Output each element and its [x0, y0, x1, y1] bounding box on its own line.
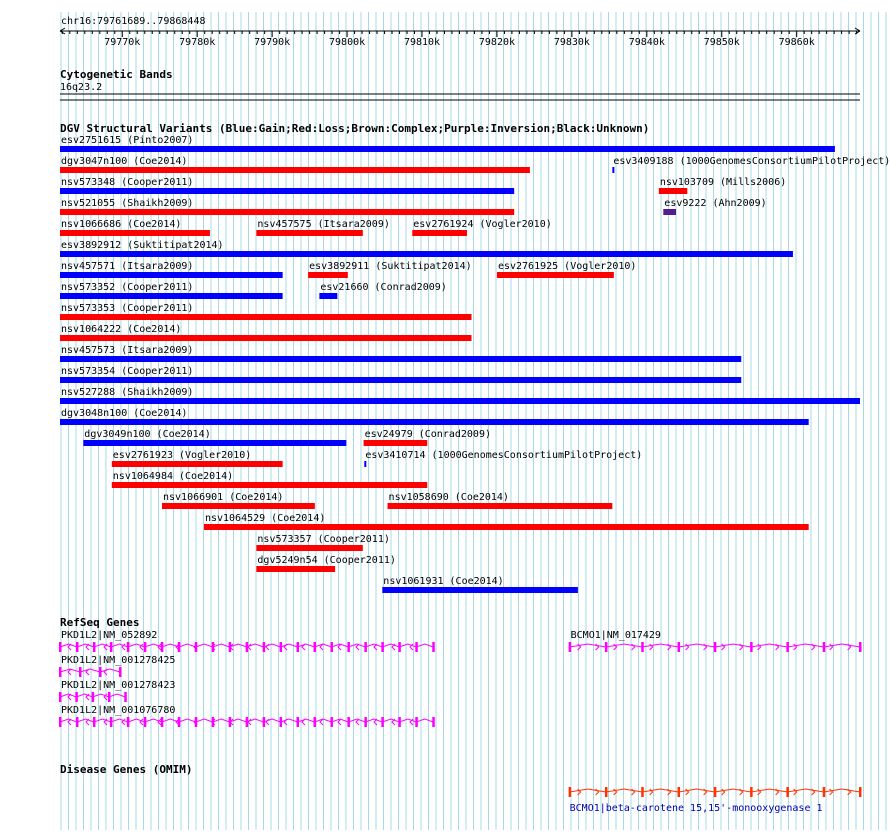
gene-exon — [859, 642, 862, 652]
variant-label: esv3892912 (Suktitipat2014) — [61, 240, 224, 251]
variant-bar[interactable] — [60, 188, 514, 194]
gene-exon — [195, 642, 198, 652]
variant-bar[interactable] — [364, 440, 428, 446]
variant-bar[interactable] — [364, 461, 366, 467]
strand-arrow — [776, 644, 779, 650]
gene-exon — [297, 717, 300, 727]
gene-exon — [823, 787, 826, 797]
variant-bar[interactable] — [412, 230, 467, 236]
strand-arrow — [722, 644, 725, 650]
variant-label: nsv457571 (Itsara2009) — [61, 261, 194, 272]
ruler-tick-label: 79770k — [104, 37, 141, 48]
gene-label: PKD1L2|NM_001076780 — [61, 705, 176, 716]
variant-bar[interactable] — [60, 356, 741, 362]
variant-bar[interactable] — [204, 524, 809, 530]
variant-label: nsv573348 (Cooper2011) — [61, 177, 194, 188]
gene-exon — [415, 642, 418, 652]
variant-label: nsv457575 (Itsara2009) — [257, 219, 390, 230]
variant-label: nsv1061931 (Coe2014) — [383, 576, 504, 587]
gene-exon — [750, 787, 753, 797]
variant-label: dgv5249n54 (Cooper2011) — [257, 555, 396, 566]
gene-exon — [330, 642, 333, 652]
gene-exon — [76, 717, 79, 727]
gene-exon — [364, 717, 367, 727]
gene-exon — [432, 717, 435, 727]
gene-exon — [750, 642, 753, 652]
gene-model[interactable] — [59, 642, 435, 652]
gene-exon — [280, 717, 283, 727]
variant-label: esv3410714 (1000GenomesConsortiumPilotProject) — [365, 450, 643, 461]
strand-arrow — [830, 644, 833, 650]
strand-arrow — [812, 789, 815, 795]
strand-arrow — [812, 644, 815, 650]
gene-exon — [108, 692, 111, 702]
variant-bar[interactable] — [319, 293, 337, 299]
gene-exon — [605, 787, 608, 797]
gene-exon — [823, 642, 826, 652]
variant-label: nsv521055 (Shaikh2009) — [61, 198, 194, 209]
gene-exon — [93, 642, 96, 652]
gene-exon — [127, 717, 130, 727]
gene-exon — [93, 717, 96, 727]
variant-label: nsv573353 (Cooper2011) — [61, 303, 194, 314]
omim-gene-model[interactable] — [569, 787, 862, 797]
variant-bar[interactable] — [659, 188, 687, 194]
ruler-tick-label: 79790k — [254, 37, 291, 48]
variant-label: esv2751615 (Pinto2007) — [61, 135, 194, 146]
strand-arrow — [86, 644, 89, 650]
gene-exon — [178, 642, 181, 652]
variant-bar[interactable] — [256, 230, 362, 236]
gene-exon — [364, 642, 367, 652]
gene-exon — [178, 717, 181, 727]
variant-bar[interactable] — [60, 419, 809, 425]
variant-bar[interactable] — [256, 566, 335, 572]
gene-exon — [79, 667, 82, 677]
gene-exon — [347, 717, 350, 727]
locus-label: chr16:79761689..79868448 — [61, 16, 206, 27]
gene-exon — [59, 667, 62, 677]
gene-exon — [59, 717, 62, 727]
variant-bar[interactable] — [308, 272, 348, 278]
variant-bar[interactable] — [382, 587, 578, 593]
variant-bar[interactable] — [60, 314, 471, 320]
refseq-track[interactable] — [59, 616, 862, 727]
variant-bar[interactable] — [60, 335, 471, 341]
ruler-tick-label: 79820k — [478, 37, 516, 48]
gene-exon — [161, 642, 164, 652]
refseq-title: RefSeq Genes — [60, 616, 140, 629]
variant-bar[interactable] — [60, 398, 860, 404]
gene-exon — [263, 717, 266, 727]
variant-label: dgv3048n100 (Coe2014) — [61, 408, 188, 419]
strand-arrow — [356, 719, 359, 725]
gene-exon — [195, 717, 198, 727]
gene-exon — [330, 717, 333, 727]
strand-arrow — [632, 789, 635, 795]
gene-exon — [432, 642, 435, 652]
gene-exon — [161, 717, 164, 727]
gene-exon — [714, 787, 717, 797]
gene-exon — [313, 642, 316, 652]
cytoband-title: Cytogenetic Bands — [60, 68, 173, 81]
gene-exon — [119, 667, 122, 677]
gene-exon — [347, 642, 350, 652]
ruler-tick-label: 79830k — [553, 37, 590, 48]
variant-bar[interactable] — [60, 167, 530, 173]
variant-label: nsv573352 (Cooper2011) — [61, 282, 194, 293]
gene-exon — [280, 642, 283, 652]
variant-label: nsv1064984 (Coe2014) — [112, 471, 234, 482]
strand-arrow — [140, 719, 143, 725]
gene-exon — [99, 667, 102, 677]
gene-exon — [144, 717, 147, 727]
strand-arrow — [632, 644, 635, 650]
variant-label: esv3892911 (Suktitipat2014) — [309, 261, 472, 272]
cytoband-label: 16q23.2 — [60, 82, 103, 93]
variant-bar[interactable] — [60, 293, 283, 299]
ruler-tick-label: 79780k — [179, 37, 216, 48]
gene-exon — [313, 717, 316, 727]
variant-bar[interactable] — [83, 440, 346, 446]
gene-exon — [786, 642, 789, 652]
variant-label: nsv527288 (Shaikh2009) — [61, 387, 194, 398]
gene-exon — [297, 642, 300, 652]
strand-arrow — [266, 719, 269, 725]
gene-label: PKD1L2|NM_001278423 — [61, 680, 176, 691]
gene-exon — [381, 642, 384, 652]
gene-exon — [110, 642, 113, 652]
variant-bar[interactable] — [388, 503, 613, 509]
variant-bar[interactable] — [612, 167, 614, 173]
gene-exon — [415, 717, 418, 727]
variant-label: nsv1064529 (Coe2014) — [204, 513, 326, 524]
gene-model[interactable] — [569, 642, 862, 652]
variant-bar[interactable] — [497, 272, 614, 278]
gene-model[interactable] — [59, 717, 435, 727]
variant-label: esv2761925 (Vogler2010) — [497, 261, 637, 272]
variant-bar[interactable] — [60, 230, 210, 236]
variant-label: esv9222 (Ahn2009) — [664, 198, 767, 209]
strand-arrow — [86, 719, 89, 725]
variant-bar[interactable] — [60, 146, 835, 152]
strand-arrow — [266, 644, 269, 650]
variant-label: dgv3049n100 (Coe2014) — [84, 429, 211, 440]
dgv-title: DGV Structural Variants (Blue:Gain;Red:Loss;Brown:Complex;Purple:Inversion;Black:Unknown) — [60, 122, 650, 135]
strand-arrow — [830, 789, 833, 795]
ruler-tick-label: 79810k — [403, 37, 441, 48]
gene-exon — [398, 717, 401, 727]
ruler-tick-label: 79800k — [329, 37, 366, 48]
variant-bar[interactable] — [663, 209, 676, 215]
variant-bar[interactable] — [112, 482, 427, 488]
variant-label: esv2761923 (Vogler2010) — [112, 450, 252, 461]
omim-gene[interactable] — [569, 787, 862, 814]
omim-gene-label[interactable]: BCMO1|beta-carotene 15,15'-monooxygenase 1 — [569, 803, 823, 814]
gene-exon — [678, 787, 681, 797]
variant-bar[interactable] — [60, 251, 793, 257]
gene-exon — [110, 717, 113, 727]
gene-label: PKD1L2|NM_001278425 — [61, 655, 176, 666]
strand-arrow — [356, 644, 359, 650]
gene-exon — [75, 692, 78, 702]
ruler-tick-label: 79840k — [628, 37, 665, 48]
strand-arrow — [776, 789, 779, 795]
strand-arrow — [596, 644, 599, 650]
gene-exon — [263, 642, 266, 652]
ruler-tick-label: 79860k — [778, 37, 815, 48]
variant-label: dgv3047n100 (Coe2014) — [61, 156, 188, 167]
gene-exon — [124, 692, 127, 702]
refseq-genes — [59, 630, 862, 727]
strand-arrow — [722, 789, 725, 795]
gene-exon — [92, 692, 95, 702]
variant-label: nsv1064222 (Coe2014) — [61, 324, 182, 335]
cytoband-track[interactable] — [60, 68, 860, 100]
variant-label: nsv457573 (Itsara2009) — [61, 345, 194, 356]
gene-label: PKD1L2|NM_052892 — [61, 630, 158, 641]
variant-label: esv2761924 (Vogler2010) — [413, 219, 552, 230]
gene-exon — [59, 692, 62, 702]
strand-arrow — [740, 789, 743, 795]
strand-arrow — [140, 644, 143, 650]
variant-label: esv24979 (Conrad2009) — [364, 429, 492, 440]
gene-exon — [127, 642, 130, 652]
gene-model[interactable] — [59, 692, 127, 702]
strand-arrow — [740, 644, 743, 650]
variant-label: esv3409188 (1000GenomesConsortiumPilotProject) — [613, 156, 890, 167]
variant-bar[interactable] — [162, 503, 315, 509]
variant-bar[interactable] — [60, 377, 741, 383]
gene-exon — [59, 642, 62, 652]
variant-bar[interactable] — [60, 209, 514, 215]
strand-arrow — [596, 789, 599, 795]
ruler-track[interactable] — [60, 16, 860, 48]
gene-exon — [641, 642, 644, 652]
variant-label: esv21660 (Conrad2009) — [320, 282, 447, 293]
omim-title: Disease Genes (OMIM) — [60, 763, 193, 776]
omim-track[interactable] — [60, 763, 862, 814]
variant-label: nsv573357 (Cooper2011) — [257, 534, 390, 545]
gene-exon — [714, 642, 717, 652]
variant-label: nsv573354 (Cooper2011) — [61, 366, 194, 377]
variant-label: nsv103709 (Mills2006) — [659, 177, 787, 188]
gene-exon — [398, 642, 401, 652]
gene-exon — [859, 787, 862, 797]
ruler-tick-label: 79850k — [703, 37, 740, 48]
gene-exon — [76, 642, 79, 652]
variant-label: nsv1058690 (Coe2014) — [388, 492, 509, 503]
gene-exon — [569, 642, 572, 652]
gene-label: BCMO1|NM_017429 — [570, 630, 661, 641]
gene-exon — [786, 787, 789, 797]
gene-exon — [569, 787, 572, 797]
gene-exon — [641, 787, 644, 797]
variant-bar[interactable] — [256, 545, 362, 551]
variant-bar[interactable] — [112, 461, 283, 467]
gene-exon — [381, 717, 384, 727]
gene-exon — [605, 642, 608, 652]
gene-exon — [678, 642, 681, 652]
gene-exon — [144, 642, 147, 652]
variant-label: nsv1066901 (Coe2014) — [162, 492, 284, 503]
variant-bar[interactable] — [60, 272, 283, 278]
variant-label: nsv1066686 (Coe2014) — [61, 219, 182, 230]
